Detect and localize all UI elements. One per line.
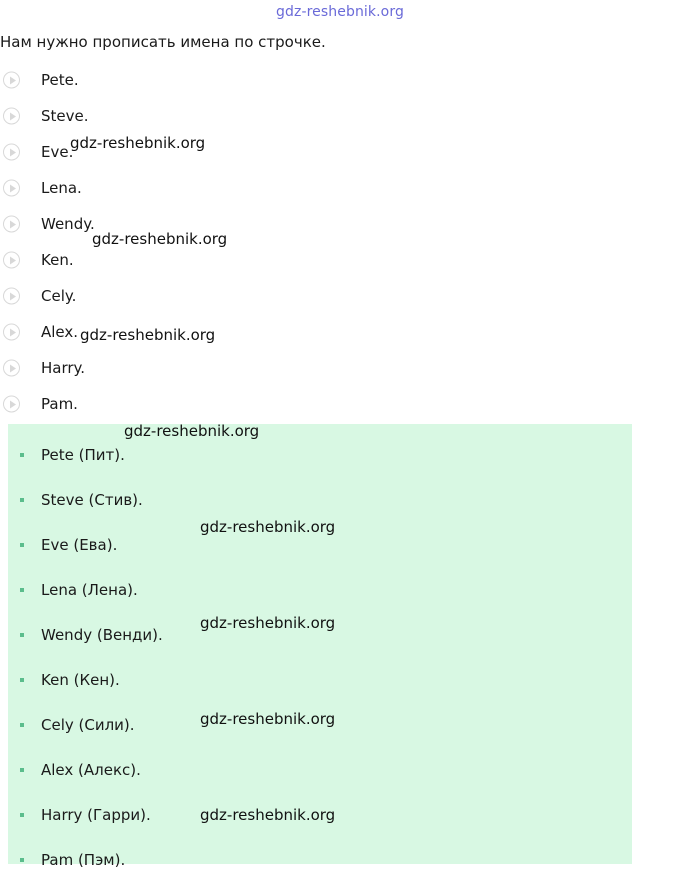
list-item <box>8 432 632 477</box>
play-icon[interactable] <box>3 324 20 341</box>
play-icon[interactable] <box>3 216 20 233</box>
list-item[interactable] <box>0 62 680 98</box>
list-item <box>8 477 632 522</box>
bullet-icon <box>20 633 24 637</box>
play-icon[interactable] <box>3 180 20 197</box>
list-item-label: Harry. <box>41 359 86 377</box>
bullet-icon <box>20 858 24 862</box>
watermark-overlay: gdz-reshebnik.org <box>200 614 336 632</box>
play-icon[interactable] <box>3 360 20 377</box>
list-item-label: Eve (Ева). <box>41 535 118 554</box>
list-item-label: Lena. <box>41 179 82 197</box>
play-icon[interactable] <box>3 288 20 305</box>
play-icon[interactable] <box>3 252 20 269</box>
list-item-label: Wendy (Венди). <box>41 625 163 644</box>
list-item-label: Eve. <box>41 143 74 161</box>
list-item[interactable] <box>0 386 680 422</box>
bullet-icon <box>20 813 24 817</box>
answer-block <box>8 424 632 869</box>
list-item <box>8 747 632 792</box>
watermark-overlay: gdz-reshebnik.org <box>200 710 336 728</box>
list-item-label: Ken. <box>41 251 74 269</box>
play-icon[interactable] <box>3 108 20 125</box>
bullet-icon <box>20 453 24 457</box>
bullet-icon <box>20 588 24 592</box>
play-icon[interactable] <box>3 72 20 89</box>
list-item-label: Pam. <box>41 395 78 413</box>
list-item-label: Cely. <box>41 287 77 305</box>
list-item <box>8 657 632 702</box>
watermark-overlay: gdz-reshebnik.org <box>70 134 206 152</box>
list-item[interactable] <box>0 350 680 386</box>
watermark-overlay: gdz-reshebnik.org <box>80 326 216 344</box>
bullet-icon <box>20 723 24 727</box>
list-item-label: Pete. <box>41 71 79 89</box>
bullet-icon <box>20 543 24 547</box>
list-item-label: Steve (Стив). <box>41 490 143 509</box>
list-item[interactable] <box>0 278 680 314</box>
list-item <box>8 837 632 882</box>
list-item-label: Alex (Алекс). <box>41 760 141 779</box>
list-item-label: Lena (Лена). <box>41 580 138 599</box>
list-item[interactable] <box>0 170 680 206</box>
watermark-top: gdz-reshebnik.org <box>276 4 404 20</box>
list-item-label: Alex. <box>41 323 79 341</box>
list-item-label: Harry (Гарри). <box>41 805 151 824</box>
list-item-label: Wendy. <box>41 215 95 233</box>
list-item-label: Pam (Пэм). <box>41 850 126 869</box>
play-icon[interactable] <box>3 396 20 413</box>
list-item[interactable] <box>0 98 680 134</box>
bullet-icon <box>20 768 24 772</box>
bullet-icon <box>20 498 24 502</box>
list-item-label: Steve. <box>41 107 89 125</box>
play-icon[interactable] <box>3 144 20 161</box>
watermark-overlay: gdz-reshebnik.org <box>200 806 336 824</box>
watermark-overlay: gdz-reshebnik.org <box>92 230 228 248</box>
list-item-label: Cely (Сили). <box>41 715 135 734</box>
watermark-overlay: gdz-reshebnik.org <box>200 518 336 536</box>
intro-text: Нам нужно прописать имена по строчке. <box>0 33 326 51</box>
list-item-label: Pete (Пит). <box>41 445 125 464</box>
bullet-icon <box>20 678 24 682</box>
list-item <box>8 567 632 612</box>
watermark-overlay: gdz-reshebnik.org <box>124 422 260 440</box>
list-item-label: Ken (Кен). <box>41 670 120 689</box>
